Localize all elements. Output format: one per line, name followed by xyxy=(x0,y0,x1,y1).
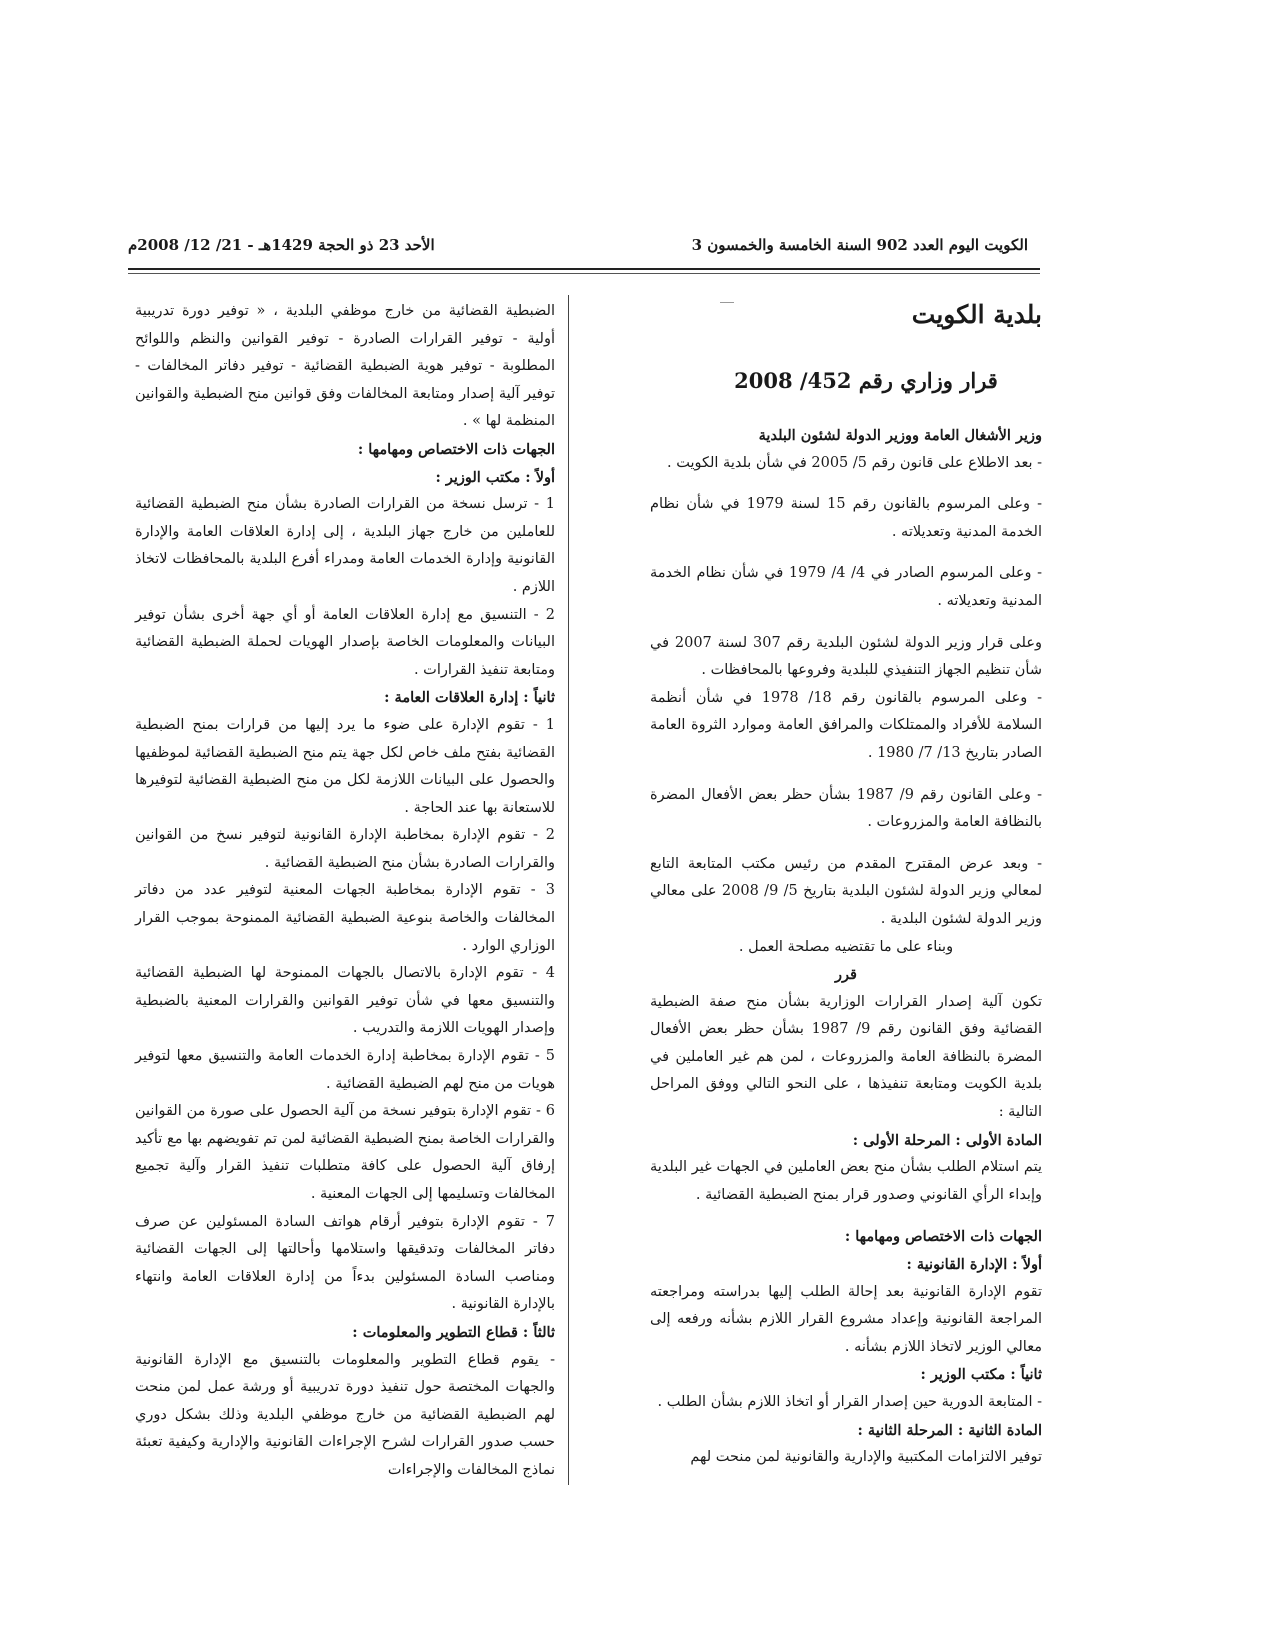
list-item: 6 - تقوم الإدارة بتوفير نسخة من آلية الحصول على صورة من القوانين والقرارات الخاصة بمنح الضبطية القضائية لمن تم تفويضهم بها مع تأكيد إرفاق آلية الحصول على كافة متطلبات تنفيذ القرار وآلية تجميع المخالفات وتسليمها إلى الجهات المعنية . xyxy=(135,1103,555,1202)
pr-dept-heading: ثانياً : إدارة العلاقات العامة : xyxy=(384,689,555,707)
left-minister-office-heading: أولاً : مكتب الوزير : xyxy=(435,468,555,486)
list-item: 7 - تقوم الإدارة بتوفير أرقام هواتف السادة المسئولين عن صرف دفاتر المخالفات وتدقيقها واستلامها وأحالتها إلى الجهات القضائية ومناصب السادة المسئولين بدءاً من إدارة العلاقات العامة وانتهاء بالإدارة القانونية . xyxy=(135,1213,555,1313)
preamble-para: - وبعد عرض المقترح المقدم من رئيس مكتب المتابعة التابع لمعالي وزير الدولة لشئون البلدية بتاريخ 5/ 9/ 2008 على معالي وزير الدولة لشئون البلدية . xyxy=(650,855,1042,927)
decided-heading: قرر xyxy=(835,966,857,984)
list-item: 5 - تقوم الإدارة بمخاطبة إدارة الخدمات العامة والتنسيق معها لتوفير هويات من منح لهم الضبطية القضائية . xyxy=(135,1048,555,1092)
preamble-para: وبناء على ما تقتضيه مصلحة العمل . xyxy=(738,938,954,955)
header-date: الأحد 23 ذو الحجة 1429هـ - 21/ 12/ 2008م xyxy=(128,236,435,254)
decided-text: تكون آلية إصدار القرارات الوزارية بشأن منح صفة الضبطية القضائية وفق القانون رقم 9/ 1987 بشأن حظر بعض الأفعال المضرة بالنظافة العامة والمزروعات ، لمن هم غير العاملين في بلدية الكويت ومتابعة تنفيذها ، على النحو التالي ووفق المراحل التالية : xyxy=(650,993,1042,1121)
minister-office-heading: ثانياً : مكتب الوزير : xyxy=(920,1366,1042,1384)
preamble-para: - وعلى القانون رقم 9/ 1987 بشأن حظر بعض الأفعال المضرة بالنظافة العامة والمزروعات . xyxy=(650,786,1042,831)
list-item: 2 - التنسيق مع إدارة العلاقات العامة أو أي جهة أخرى بشأن توفير البيانات والمعلومات الخاصة بإصدار الهويات لحملة الضبطية القضائية ومتابعة تنفيذ القرارات . xyxy=(135,606,555,678)
dev-sector-text: - يقوم قطاع التطوير والمعلومات بالتنسيق مع الإدارة القانونية والجهات المختصة حول تنفيذ دورة تدريبية أو ورشة عمل لمن منحت لهم الضبطية القضائية من خارج موظفي البلدية وذلك بشكل دوري حسب صدور القرارات لشرح الإجراءات القانونية والإدارية وكيفية تعبئة نماذج المخالفات والإجراءات xyxy=(135,1351,555,1478)
entities-heading: الجهات ذات الاختصاص ومهامها : xyxy=(844,1228,1042,1246)
legal-dept-text: تقوم الإدارة القانونية بعد إحالة الطلب إليها بدراسته ومراجعته المراجعة القانونية وإعداد مشروع القرار اللازم بشأنه ورفعه إلى معالي الوزير لاتخاذ اللازم بشأنه . xyxy=(650,1283,1042,1355)
preamble-para: - وعلى المرسوم بالقانون رقم 15 لسنة 1979 في شأن نظام الخدمة المدنية وتعديلاته . xyxy=(650,496,1042,540)
decree-title: قرار وزاري رقم 452/ 2008 xyxy=(734,368,998,393)
minister-line: وزير الأشغال العامة ووزير الدولة لشئون البلدية xyxy=(758,427,1042,444)
article2-text: توفير الالتزامات المكتبية والإدارية والقانونية لمن منحت لهم xyxy=(690,1449,1042,1466)
minister-office-text: - المتابعة الدورية حين إصدار القرار أو اتخاذ اللازم بشأن الطلب . xyxy=(657,1394,1042,1410)
header-rule-thin xyxy=(128,273,1040,274)
article1-text: يتم استلام الطلب بشأن منح بعض العاملين في الجهات غير البلدية وإبداء الرأي القانوني وصدور قرار بمنح الضبطية القضائية . xyxy=(650,1159,1042,1203)
list-item: 4 - تقوم الإدارة بالاتصال بالجهات الممنوحة لها الضبطية القضائية والتنسيق معها في شأن توفير القوانين والقرارات المعنية بالضبطية وإصدار الهويات اللازمة والتدريب . xyxy=(135,965,555,1037)
legal-dept-heading: أولاً : الإدارة القانونية : xyxy=(906,1256,1042,1274)
header-rule xyxy=(128,268,1040,270)
article2-heading: المادة الثانية : المرحلة الثانية : xyxy=(857,1421,1042,1439)
list-item: 3 - تقوم الإدارة بمخاطبة الجهات المعنية لتوفير عدد من دفاتر المخالفات والخاصة بنوعية الضبطية القضائية الممنوحة بموجب القرار الوزاري الوارد . xyxy=(135,882,555,954)
column-divider xyxy=(568,295,569,1485)
preamble-para: وعلى قرار وزير الدولة لشئون البلدية رقم 307 لسنة 2007 في شأن تنظيم الجهاز التنفيذي للبلدية وفروعها بالمحافظات . xyxy=(650,634,1042,679)
list-item: 1 - تقوم الإدارة على ضوء ما يرد إليها من قرارات بمنح الضبطية القضائية بفتح ملف خاص لكل جهة يتم منح الضبطية القضائية لموظفيها والحصول على البيانات اللازمة لكل من منح الضبطية القضائية لتوفيرها للاستعانة بها عند الحاجة . xyxy=(135,716,555,816)
list-item: 1 - ترسل نسخة من القرارات الصادرة بشأن منح الضبطية القضائية للعاملين من خارج جهاز البلدية ، إلى إدارة العلاقات العامة والإدارة القانونية وإدارة الخدمات العامة ومدراء أفرع البلدية بالمحافظات لاتخاذ اللازم . xyxy=(135,496,555,595)
header-gazette-info: الكويت اليوم العدد 902 السنة الخامسة والخمسون 3 xyxy=(691,236,1028,254)
municipality-title: بلدية الكويت xyxy=(911,300,1042,329)
right-column xyxy=(650,298,1042,1472)
left-intro: الضبطية القضائية من خارج موظفي البلدية ، « توفير دورة تدريبية أولية - توفير القرارات الصادرة - توفير القوانين والنظم واللوائح المطلوبة - توفير هوية الضبطية القضائية - توفير دفاتر المخالفات - توفير آلية إصدار ومتابعة المخالفات وفق قوانين منح الضبطية والقوانين المنظمة لها » . xyxy=(135,303,555,430)
list-item: 2 - تقوم الإدارة بمخاطبة الإدارة القانونية لتوفير نسخ من القوانين والقرارات الصادرة بشأن منح الضبطية القضائية . xyxy=(135,827,555,871)
preamble-para: - وعلى المرسوم بالقانون رقم 18/ 1978 في شأن أنظمة السلامة للأفراد والممتلكات والمرافق العامة وموارد الثروة العامة الصادر بتاريخ 13/ 7/ 1980 . xyxy=(650,689,1042,761)
left-entities-heading: الجهات ذات الاختصاص ومهامها : xyxy=(357,440,555,458)
left-column xyxy=(135,298,555,1485)
preamble-para: - وعلى المرسوم الصادر في 4/ 4/ 1979 في شأن نظام الخدمة المدنية وتعديلاته . xyxy=(650,565,1042,609)
dev-sector-heading: ثالثاً : قطاع التطوير والمعلومات : xyxy=(352,1323,555,1341)
preamble-para: - بعد الاطلاع على قانون رقم 5/ 2005 في شأن بلدية الكويت . xyxy=(667,454,1042,471)
page-header xyxy=(128,236,1028,266)
article1-heading: المادة الأولى : المرحلة الأولى : xyxy=(852,1131,1042,1149)
